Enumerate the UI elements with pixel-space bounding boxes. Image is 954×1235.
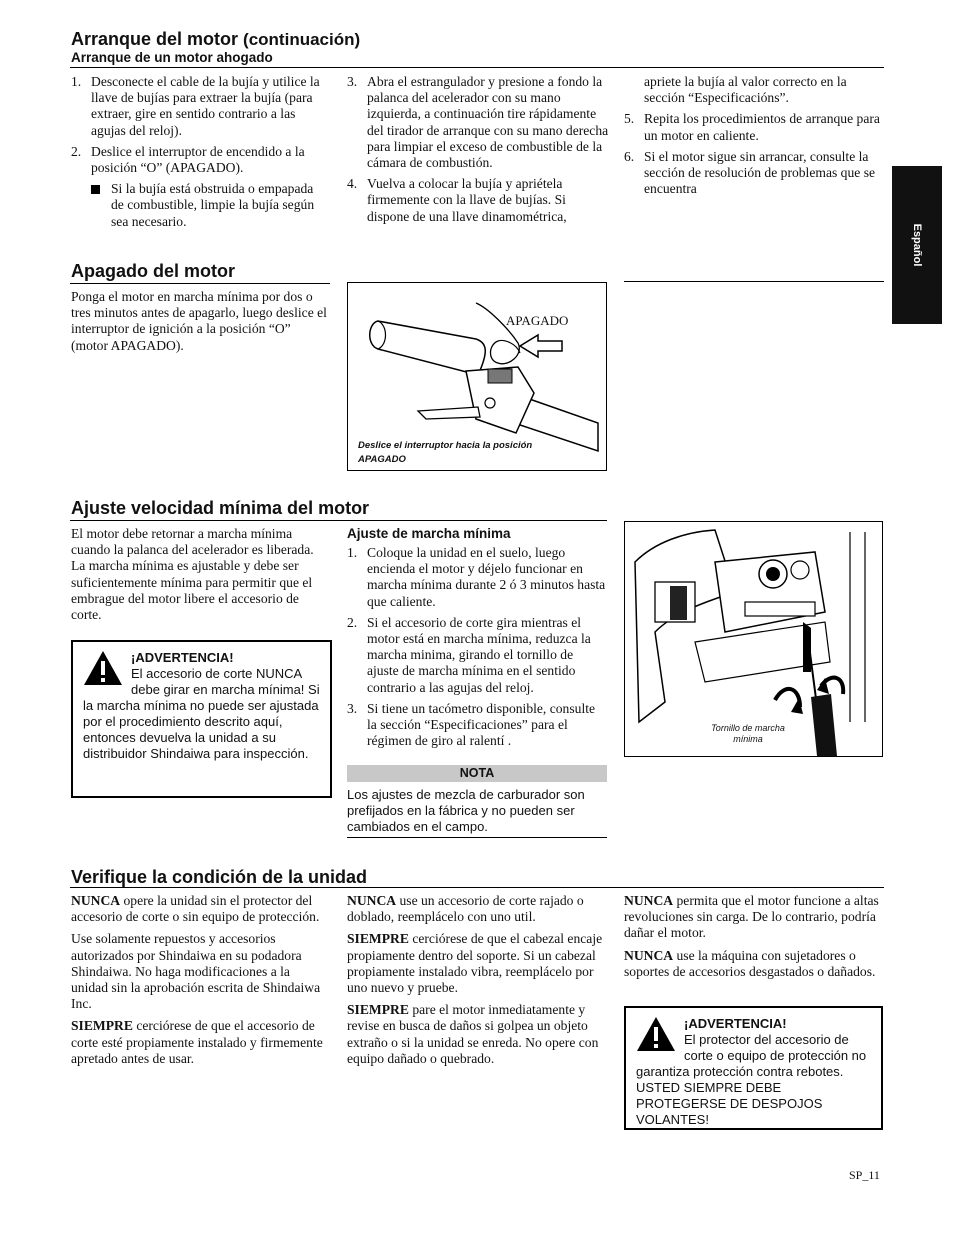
stop-rule-right <box>624 281 884 282</box>
idle-figure-caption: Tornillo de marcha mínima <box>711 723 785 744</box>
stop-figure-caption: Deslice el interruptor hacia la posición APAGADO <box>358 440 533 465</box>
idle-body: El motor debe retornar a marcha mínima cuando la palanca del acelerador es liberada. La marcha mínima es ajustable y debe ser suficientemente mínima para permitir que el embrague del motor libere el accesorio de corte. <box>71 526 314 623</box>
stop-figure <box>347 282 607 471</box>
check-paragraph: SIEMPRE cerciórese de que el cabezal encaje propiamente dentro del soporte. Si un cabezal propiamente instalado vibra, reemplácelo por uno nuevo y pruebe. <box>347 931 603 996</box>
check-col3 <box>624 893 882 986</box>
page-title <box>71 29 360 50</box>
check-paragraph: SIEMPRE cerciórese de que el accesorio de corte esté propiamente instalado y firmemente apretado antes de usar. <box>71 1018 323 1066</box>
warning-title: ¡ADVERTENCIA! <box>684 1016 787 1031</box>
idle-heading: Ajuste velocidad mínima del motor <box>71 498 370 518</box>
idle-rule <box>70 520 607 521</box>
check-col2 <box>347 893 607 1073</box>
idle-subheading: Ajuste de marcha mínima <box>347 526 511 541</box>
check-warning-box <box>624 1006 883 1130</box>
square-bullet-icon <box>91 185 100 194</box>
check-paragraph: NUNCA permita que el motor funcione a altas revoluciones sin carga. De lo contrario, podría dañar el motor. <box>624 893 879 941</box>
idle-figure <box>624 521 883 757</box>
list-item: 1. Desconecte el cable de la bujía y utilice la llave de bujías para extraer la bujía (para extraer, gire en sentido contrario a las agujas del reloj). <box>71 74 320 138</box>
warning-title: ¡ADVERTENCIA! <box>131 650 234 665</box>
check-rule <box>70 887 884 888</box>
nota-text: Los ajustes de mezcla de carburador son prefijados en la fábrica y no pueden ser cambiados en el campo. <box>347 787 585 834</box>
check-paragraph: Use solamente repuestos y accesorios autorizados por Shindaiwa en su podadora Shindaiwa. No haga modificaciones a la unidad sin la aprobación escrita de Shindaiwa Inc. <box>71 931 321 1012</box>
list-item: 3. Abra el estrangulador y presione a fondo la palanca del acelerador con su mano izquierda, a continuación tire rápidamente del tirador de arranque con su mano derecha para limpiar el exceso de combustible de la cámara de combustión. <box>347 74 609 171</box>
language-tab-label: Español <box>911 223 923 267</box>
stop-heading: Apagado del motor <box>71 261 236 281</box>
flooded-col2 <box>347 74 609 230</box>
list-item: 2. Si el accesorio de corte gira mientras el motor está en marcha mínima, reduzca la marcha minima, girando el tornillo de ajuste de marcha mínima en el sentido contrario a las agujas del reloj. <box>347 614 591 695</box>
idle-steps <box>347 526 607 754</box>
check-heading: Verifique la condición de la unidad <box>71 867 368 887</box>
flooded-list-1 <box>71 74 329 176</box>
list-item: 1. Coloque la unidad en el suelo, luego encienda el motor y déjelo funcionar en marcha mínima durante 2 ó 3 minutos hasta que caliente. <box>347 545 606 609</box>
idle-step-list <box>347 545 607 749</box>
page-title-main: Arranque del motor <box>71 29 239 49</box>
flooded-col3 <box>624 74 882 202</box>
nota-title: NOTA <box>347 765 607 782</box>
stop-body: Ponga el motor en marcha mínima por dos o tres minutos antes de apagarlo, luego deslice el interruptor de ignición a la posición “O” (motor APAGADO). <box>71 289 327 353</box>
bullet-item: Si la bujía está obstruida o empapada de combustible, limpie la bujía según sea necesario. <box>91 181 329 230</box>
warning-triangle-icon <box>83 650 123 686</box>
check-paragraph: NUNCA use un accesorio de corte rajado o doblado, reemplácelo con uno util. <box>347 893 584 925</box>
list-item: 3. Si tiene un tacómetro disponible, consulte la sección “Especificaciones” para el régimen de giro al ralentí . <box>347 700 596 749</box>
header-rule <box>70 67 884 68</box>
warning-text: El protector del accesorio de corte o equipo de protección no garantiza protección contra rebotes. USTED SIEMPRE DEBE PROTEGERSE DE DESPOJOS VOLANTES! <box>636 1032 867 1127</box>
nota-box <box>347 765 607 838</box>
flooded-list-3 <box>624 111 882 197</box>
page-title-suffix: (continuación) <box>243 30 361 49</box>
section-subtitle: Arranque de un motor ahogado <box>71 50 273 65</box>
list-item: 4. Vuelva a colocar la bujía y apriétela firmemente con la llave de bujías. Si dispone de una llave dinamométrica, <box>347 176 567 224</box>
list-item: 2. Deslice el interruptor de encendido a la posición “O” (APAGADO). <box>71 143 305 176</box>
warning-triangle-icon <box>636 1016 676 1052</box>
idle-warning-box <box>71 640 332 798</box>
continued-text: apriete la bujía al valor correcto en la sección “Especificacións”. <box>644 74 847 106</box>
carburetor-illustration <box>625 522 882 756</box>
check-paragraph: NUNCA opere la unidad sin el protector del accesorio de corte o sin equipo de protección. <box>71 893 320 925</box>
off-label: APAGADO <box>506 313 569 328</box>
stop-rule <box>70 283 330 284</box>
list-item: 6. Si el motor sigue sin arrancar, consulte la sección de resolución de problemas que se encuentra <box>624 148 876 197</box>
check-paragraph: NUNCA use la máquina con sujetadores o soportes de accesorios desgastados o dañados. <box>624 947 876 979</box>
language-tab <box>892 166 942 324</box>
page-number: SP_11 <box>849 1168 880 1182</box>
flooded-col1 <box>71 74 329 230</box>
check-paragraph: SIEMPRE pare el motor inmediatamente y revise en busca de daños si golpea un objeto extraño o si la unidad se enreda. No opere con equipo dañado o quebrado. <box>347 1002 599 1066</box>
flooded-list-2 <box>347 74 609 225</box>
check-col1 <box>71 893 329 1073</box>
warning-text: El accesorio de corte NUNCA debe girar en marcha mínima! Si la marcha mínima no puede ser ajustada por el procedimiento descrito aquí, entonces devuelva la unidad a su distribuidor Shindaiwa para inspección. <box>83 666 320 761</box>
list-item: 5. Repita los procedimientos de arranque para un motor en caliente. <box>624 111 880 143</box>
